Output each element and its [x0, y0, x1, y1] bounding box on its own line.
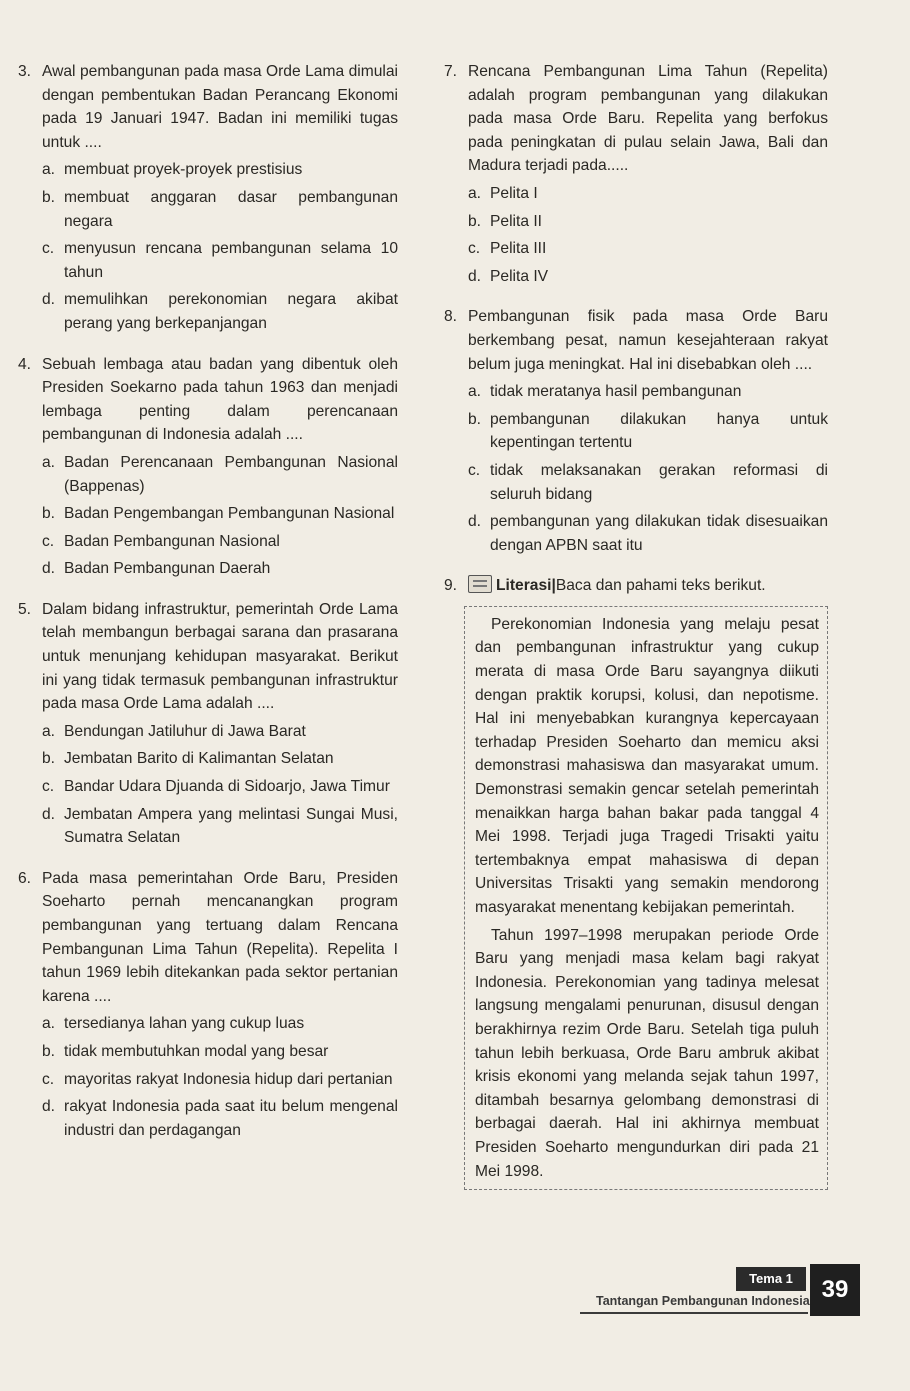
option-text: membuat proyek-proyek prestisius [64, 161, 303, 179]
option-text: menyusun rencana pembangunan selama 10 tahun [64, 240, 398, 281]
option-text: Badan Pembangunan Daerah [64, 560, 271, 578]
left-column [18, 60, 398, 1146]
option-text: Bendungan Jatiluhur di Jawa Barat [64, 722, 306, 740]
question-5 [18, 598, 398, 850]
options-list [42, 720, 398, 850]
option-label: c. [468, 240, 481, 258]
option-text: Jembatan Barito di Kalimantan Selatan [64, 750, 334, 768]
question-number: 4. [18, 355, 32, 373]
options-list [468, 182, 828, 288]
question-number: 6. [18, 869, 32, 887]
option-c[interactable] [42, 237, 398, 284]
reading-icon [468, 575, 492, 593]
option-a[interactable] [468, 380, 828, 404]
options-list [42, 451, 398, 581]
option-text: tidak melaksanakan gerakan reformasi di seluruh bidang [490, 461, 828, 503]
option-c[interactable] [468, 237, 828, 261]
question-stem: Sebuah lembaga atau badan yang dibentuk oleh Presiden Soekarno pada tahun 1963 dan menjadi lembaga penting dalam perencanaan pembangunan di Indonesia adalah .... [42, 355, 398, 444]
option-label: b. [42, 750, 56, 768]
option-label: d. [42, 805, 56, 823]
option-text: Badan Pembangunan Nasional [64, 532, 280, 550]
question-stem: Pembangunan fisik pada masa Orde Baru berkembang pesat, namun kesejahteraan rakyat belum juga meningkat. Hal ini disebabkan oleh .... [468, 308, 828, 373]
option-text: Pelita II [490, 212, 543, 230]
option-b[interactable] [468, 210, 828, 234]
passage-paragraph: Tahun 1997–1998 merupakan periode Orde Baru yang menjadi masa kelam bagi rakyat Indonesia. Perekonomian yang tadinya melesat langsung mengalami penurunan, disusul dengan berakhirnya rezim Orde Baru. Setelah tiga puluh tahun lebih berkuasa, Orde Baru ambruk akibat krisis ekonomi yang melanda sejak tahun 1997, ditambah besarnya gelombang demonstrasi di berbagai daerah. Hal ini akhirnya membuat Presiden Soeharto mengundurkan diri pada 21 Mei 1998. [475, 926, 819, 1180]
option-d[interactable] [42, 288, 398, 335]
option-a[interactable] [42, 720, 398, 744]
literasi-instruction: Baca dan pahami teks berikut. [555, 577, 766, 595]
option-d[interactable] [468, 265, 828, 289]
literasi-header [468, 574, 828, 598]
option-label: b. [42, 1042, 56, 1060]
option-text: Badan Pengembangan Pembangunan Nasional [64, 505, 395, 523]
option-b[interactable] [42, 747, 398, 771]
reading-passage [464, 606, 828, 1190]
question-number: 5. [18, 600, 32, 618]
option-text: Bandar Udara Djuanda di Sidoarjo, Jawa Timur [64, 778, 390, 796]
option-label: b. [468, 410, 482, 428]
option-text: Badan Perencanaan Pembangunan Nasional (Bappenas) [64, 453, 398, 495]
option-label: a. [42, 1015, 56, 1033]
option-a[interactable] [468, 182, 828, 206]
option-b[interactable] [42, 502, 398, 526]
question-number: 7. [444, 63, 458, 80]
option-text: Jembatan Ampera yang melintasi Sungai Musi, Sumatra Selatan [64, 805, 398, 847]
question-number: 8. [444, 308, 458, 326]
option-label: a. [42, 161, 56, 179]
option-label: b. [42, 505, 56, 523]
option-c[interactable] [42, 530, 398, 554]
option-text: membuat anggaran dasar pembangunan negara [64, 188, 398, 230]
options-list [42, 158, 398, 335]
option-d[interactable] [42, 803, 398, 850]
literasi-title: Literasi [496, 577, 552, 595]
option-c[interactable] [468, 459, 828, 506]
option-c[interactable] [42, 1068, 398, 1092]
passage-paragraph: Perekonomian Indonesia yang melaju pesat dan pembangunan infrastruktur yang cukup merata di masa Orde Baru sayangnya diikuti dengan praktik korupsi, kolusi, dan nepotisme. Hal ini menyebabkan kurangnya kepercayaan terhadap Presiden Soeharto dan memicu aksi demonstrasi mahasiswa dan masyarakat umum. Demonstrasi semakin gencar setelah pemerintah menaikkan harga bahan bakar pada tanggal 4 Mei 1998. Terjadi juga Tragedi Trisakti yaitu tertembaknya empat mahasiswa di depan Universitas Trisakti yang semakin mendorong masyarakat menentang kebijakan pemerintah. [475, 615, 819, 916]
option-label: a. [468, 184, 482, 202]
option-d[interactable] [42, 557, 398, 581]
option-text: memulihkan perekonomian negara akibat perang yang berkepanjangan [64, 291, 398, 332]
page-footer [560, 1264, 860, 1324]
options-list [42, 1012, 398, 1142]
options-list [468, 380, 828, 557]
option-d[interactable] [468, 510, 828, 557]
option-text: Pelita III [490, 240, 547, 258]
option-label: c. [42, 240, 55, 258]
question-stem: Awal pembangunan pada masa Orde Lama dimulai dengan pembentukan Badan Perancang Ekonomi pada 19 Januari 1947. Badan ini memiliki tugas untuk .... [42, 63, 398, 151]
option-label: c. [468, 461, 481, 479]
option-label: d. [468, 513, 482, 531]
option-text: tidak meratanya hasil pembangunan [490, 383, 742, 401]
literasi-separator: | [551, 577, 556, 595]
option-label: d. [42, 291, 56, 309]
page-number: 39 [810, 1264, 860, 1316]
option-c[interactable] [42, 775, 398, 799]
question-6 [18, 867, 398, 1143]
option-b[interactable] [42, 1040, 398, 1064]
option-b[interactable] [468, 408, 828, 455]
option-b[interactable] [42, 186, 398, 233]
option-label: c. [42, 532, 55, 550]
option-label: a. [468, 383, 482, 401]
question-stem: Dalam bidang infrastruktur, pemerintah Orde Lama telah membangun berbagai sarana dan prasarana untuk menunjang kehidupan masyarakat. Berikut ini yang tidak termasuk pembangunan infrastruktur pada masa Orde Lama adalah .... [42, 600, 398, 713]
question-4 [18, 353, 398, 581]
option-label: d. [42, 1098, 56, 1116]
question-number: 9. [444, 577, 458, 595]
option-label: a. [42, 722, 56, 740]
option-text: rakyat Indonesia pada saat itu belum mengenal industri dan perdagangan [64, 1098, 398, 1139]
option-label: b. [42, 188, 56, 206]
footer-divider [580, 1312, 808, 1314]
option-label: c. [42, 1070, 55, 1088]
question-7 [444, 60, 828, 288]
question-number: 3. [18, 63, 32, 80]
option-label: c. [42, 778, 55, 796]
option-text: pembangunan dilakukan hanya untuk kepentingan tertentu [490, 410, 828, 452]
option-a[interactable] [42, 158, 398, 182]
option-label: d. [42, 560, 56, 578]
tema-badge: Tema 1 [736, 1267, 806, 1291]
question-stem: Pada masa pemerintahan Orde Baru, Presiden Soeharto pernah mencanangkan program pembangunan yang tertuang dalam Rencana Pembangunan Lima Tahun (Repelita). Repelita I tahun 1969 lebih ditekankan pada sektor pertanian karena .... [42, 869, 398, 1005]
option-text: mayoritas rakyat Indonesia hidup dari pertanian [64, 1070, 393, 1088]
option-d[interactable] [42, 1095, 398, 1142]
option-text: tidak membutuhkan modal yang besar [64, 1042, 329, 1060]
option-text: Pelita I [490, 184, 538, 202]
question-3 [18, 60, 398, 336]
option-a[interactable] [42, 1012, 398, 1036]
right-column [444, 60, 828, 1190]
question-8 [444, 305, 828, 557]
option-label: b. [468, 212, 482, 230]
option-text: Pelita IV [490, 267, 549, 285]
question-stem: Rencana Pembangunan Lima Tahun (Repelita) adalah program pembangunan yang dilakukan pada masa Orde Baru. Repelita yang berfokus pada peningkatan di pulau selain Jawa, Bali dan Madura terjadi pada..... [468, 63, 828, 175]
option-label: a. [42, 453, 56, 471]
option-a[interactable] [42, 451, 398, 498]
option-text: pembangunan yang dilakukan tidak disesuaikan dengan APBN saat itu [490, 513, 828, 554]
question-9 [444, 574, 828, 598]
option-label: d. [468, 267, 482, 285]
option-text: tersedianya lahan yang cukup luas [64, 1015, 305, 1033]
book-subtitle: Tantangan Pembangunan Indonesia [596, 1294, 810, 1308]
